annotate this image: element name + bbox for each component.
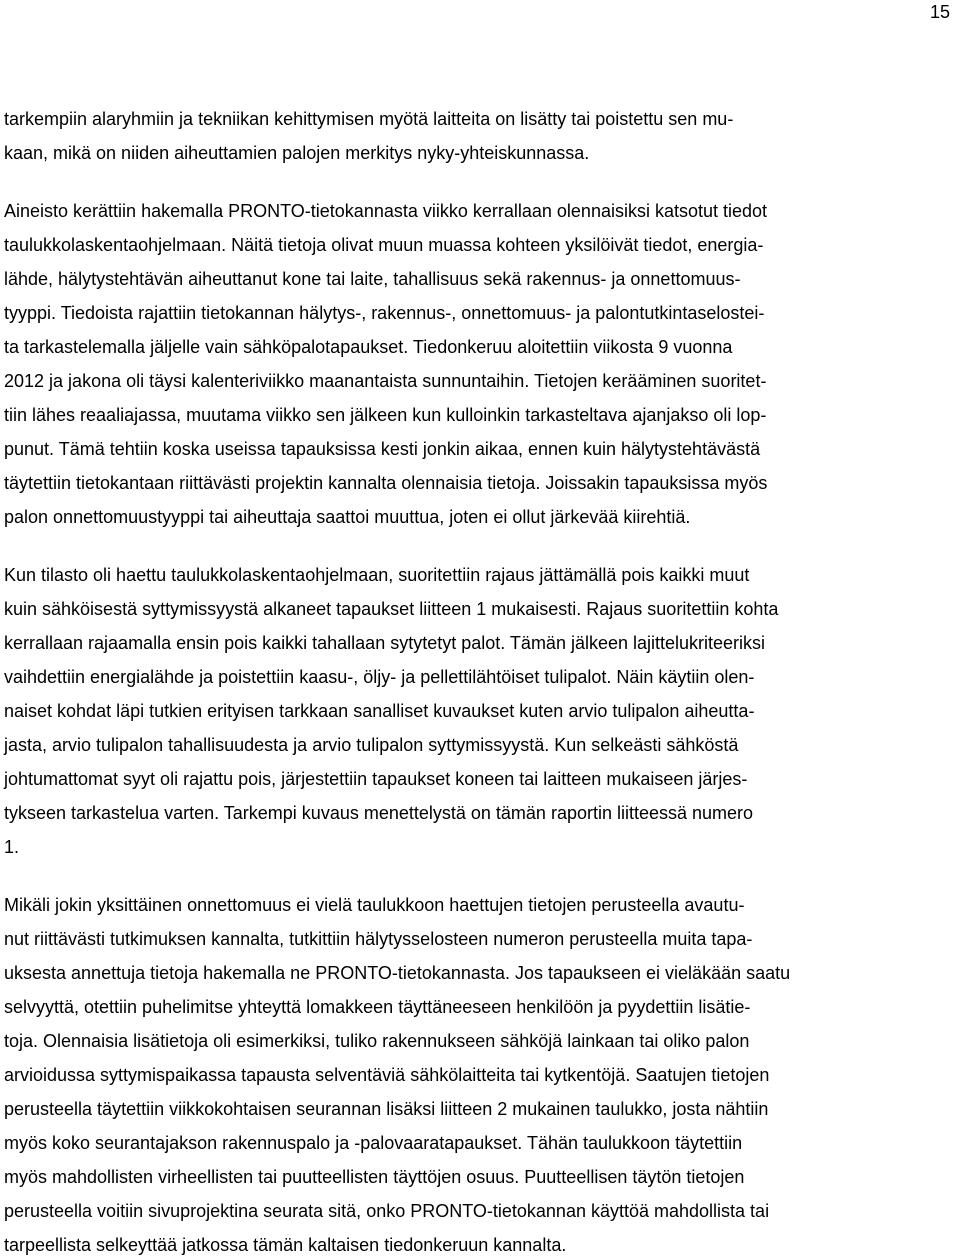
text-line: jasta, arvio tulipalon tahallisuudesta ja arvio tulipalon syttymissyystä. Kun selkeästi sähköstä xyxy=(4,735,739,755)
text-line: selvyyttä, otettiin puhelimitse yhteyttä lomakkeen täyttäneeseen henkilöön ja pyydettiin lisätie- xyxy=(4,997,751,1017)
text-line: tykseen tarkastelua varten. Tarkempi kuvaus menettelystä on tämän raportin liitteessä numero xyxy=(4,803,754,823)
text-line: 2012 ja jakona oli täysi kalenteriviikko maanantaista sunnuntaihin. Tietojen kerääminen suoritet- xyxy=(4,371,767,391)
text-line: toja. Olennaisia lisätietoja oli esimerkiksi, tuliko rakennukseen sähköjä lainkaan tai oliko palon xyxy=(4,1031,750,1051)
text-line: 1. xyxy=(4,837,20,857)
text-line: tarkempiin alaryhmiin ja tekniikan kehittymisen myötä laitteita on lisätty tai poistettu sen mu- xyxy=(4,109,734,129)
text-line: täytettiin tietokantaan riittävästi projektin kannalta olennaisia tietoja. Joissakin tapauksissa myös xyxy=(4,473,768,493)
text-line: johtumattomat syyt oli rajattu pois, järjestettiin tapaukset koneen tai laitteen mukaiseen järjes- xyxy=(4,769,748,789)
text-line: myös koko seurantajakson rakennuspalo ja -palovaaratapaukset. Tähän taulukkoon täytettiin xyxy=(4,1133,743,1153)
text-line: Aineisto kerättiin hakemalla PRONTO-tietokannasta viikko kerrallaan olennaisiksi katsotut tiedot xyxy=(4,201,768,221)
text-line: tyyppi. Tiedoista rajattiin tietokannan hälytys-, rakennus-, onnettomuus- ja palontutkintaselostei- xyxy=(4,303,765,323)
text-line: kuin sähköisestä syttymissyystä alkaneet tapaukset liitteen 1 mukaisesti. Rajaus suoritettiin kohta xyxy=(4,599,779,619)
text-line: Mikäli jokin yksittäinen onnettomuus ei vielä taulukkoon haettujen tietojen perusteella avautu- xyxy=(4,895,745,915)
text-line: kaan, mikä on niiden aiheuttamien palojen merkitys nyky-yhteiskunnassa. xyxy=(4,143,590,163)
text-line: kerrallaan rajaamalla ensin pois kaikki tahallaan sytytetyt palot. Tämän jälkeen lajittelukriteeriksi xyxy=(4,633,766,653)
text-line: palon onnettomuustyyppi tai aiheuttaja saattoi muuttua, joten ei ollut järkevää kiirehtiä. xyxy=(4,507,691,527)
text-line: arvioidussa syttymispaikassa tapausta selventäviä sähkölaitteita tai kytkentöjä. Saatujen tietojen xyxy=(4,1065,770,1085)
text-line: taulukkolaskentaohjelmaan. Näitä tietoja olivat muun muassa kohteen yksilöivät tiedot, energia- xyxy=(4,235,764,255)
text-line: vaihdettiin energialähde ja poistettiin kaasu-, öljy- ja pellettilähtöiset tulipalot. Näin käytiin olen- xyxy=(4,667,755,687)
text-line: perusteella täytettiin viikkokohtaisen seurannan lisäksi liitteen 2 mukainen taulukko, josta nähtiin xyxy=(4,1099,769,1119)
page-number: 15 xyxy=(929,2,950,22)
text-line: lähde, hälytystehtävän aiheuttanut kone tai laite, tahallisuus sekä rakennus- ja onnettomuus- xyxy=(4,269,741,289)
text-line: tiin lähes reaaliajassa, muutama viikko sen jälkeen kun kulloinkin tarkasteltava ajanjakso oli lop- xyxy=(4,405,767,425)
text-line: punut. Tämä tehtiin koska useissa tapauksissa kesti jonkin aikaa, ennen kuin hälytystehtävästä xyxy=(4,439,761,459)
text-line: naiset kohdat läpi tutkien erityisen tarkkaan sanalliset kuvaukset kuten arvio tulipalon aiheutta- xyxy=(4,701,755,721)
text-line: tarpeellista selkeyttää jatkossa tämän kaltaisen tiedonkeruun kannalta. xyxy=(4,1235,567,1255)
text-line: Kun tilasto oli haettu taulukkolaskentaohjelmaan, suoritettiin rajaus jättämällä pois kaikki muut xyxy=(4,565,750,585)
text-line: uksesta annettuja tietoja hakemalla ne PRONTO-tietokannasta. Jos tapaukseen ei vieläkään saatu xyxy=(4,963,791,983)
text-line: nut riittävästi tutkimuksen kannalta, tutkittiin hälytysselosteen numeron perusteella muita tapa- xyxy=(4,929,753,949)
text-line: ta tarkastelemalla jäljelle vain sähköpalotapaukset. Tiedonkeruu aloitettiin viikosta 9 vuonna xyxy=(4,337,733,357)
text-line: myös mahdollisten virheellisten tai puutteellisten täyttöjen osuus. Puutteellisen täytön tietojen xyxy=(4,1167,745,1187)
text-line: perusteella voitiin sivuprojektina seurata sitä, onko PRONTO-tietokannan käyttöä mahdollista tai xyxy=(4,1201,770,1221)
